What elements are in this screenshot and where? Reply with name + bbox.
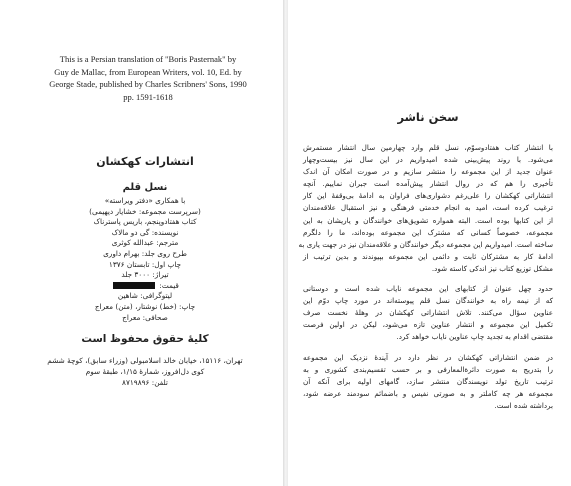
text-line: که از نیمه راه به خوانندگان نسل قلم پیوسته‌اند در مورد چاپ دوّم این [303, 296, 553, 306]
publisher-foreword [298, 110, 553, 420]
publisher-name: انتشارات کهکشان [96, 155, 194, 168]
text-line: را بتدریج به صورت دائرةالمعارفی و بر حسب تقسیم‌بندی کشوری و به [303, 364, 553, 374]
text-line: انتشاراتی کهکشان را علی‌رغم دشواری‌های فراوان به ادامهٔ بی‌وقفهٔ این کار [303, 191, 553, 201]
price-label: قیمت: [159, 280, 179, 290]
address-line: کوی دل‌افروز، شمارهٔ ۱/۱۵، طبقهٔ سوم [85, 367, 205, 377]
detail-line: با همکاری «دفتر ویراسته» [104, 196, 186, 205]
text-line: ادامهٔ کار به مشترکان ثابت و دائمی این مجموعه بپیوندند و بدین ترتیب از [303, 251, 553, 261]
right-page [288, 0, 571, 486]
text-line: عناوین سؤال می‌کنند. تلاش انتشاراتی کهکشان در وهلهٔ نخست صرف [303, 308, 553, 318]
series-title: نسل قلم [122, 182, 168, 193]
foreword-heading: سخن ناشر [397, 110, 459, 124]
detail-line: کتاب هفتادوپنجم، باریس پاسترناک [93, 217, 197, 227]
detail-line: (سرپرست مجموعه: خشایار دیهیمی) [89, 206, 201, 216]
text-line: برداشته شده است. [494, 400, 553, 410]
text-line: مجموعه، خصوصاً کسانی که مشترک این مجموعه بوده‌اند، ما را دلگرم [303, 227, 553, 237]
price-line [40, 281, 250, 292]
credit-line: Guy de Mallac, from European Writers, vol. 10, Ed. by [54, 66, 242, 77]
detail-line: تیراژ: ۳۰۰۰ جلد [121, 270, 169, 280]
credit-line: George Stade, published by Charles Scribners' Sons, 1990 [49, 79, 247, 89]
text-line: ساخته است. امیدواریم این مجموعه دیگر خوانندگان و علاقه‌مندان نیز در جهت یاری به [298, 239, 553, 249]
foreword-paragraph [303, 283, 553, 343]
phone-line: تلفن: ۸۷۱۹۸۹۶ [122, 378, 168, 388]
detail-line: چاپ: (خط) نوشتار، (متن) معراج [94, 301, 196, 311]
publication-details [40, 155, 250, 388]
text-line: می‌شود. با روند پیش‌بینی شده امیدواریم در این سال نیز بیست‌وچهار [303, 155, 553, 165]
left-page [0, 0, 285, 486]
text-line: تأخیری را هم که در روال انتشار پیش‌آمده است جبران نماییم. آنچه [303, 179, 553, 189]
text-line: ترغیب کرده است، امید به انجام خدمتی فرهنگی و نیز استقبال علاقه‌مندان [303, 203, 553, 213]
text-line: عنوان جدید از این مجموعه را منتشر سازیم و در صورت امکان آن اندک [303, 167, 553, 177]
rights-reserved: کلیهٔ حقوق محفوظ است [81, 333, 209, 346]
text-line: از این کتابها بوده است. البته همواره تشویق‌های خوانندگان و یاریشان به این [303, 215, 553, 225]
text-line: مقتضی اقدام به تجدید چاپ عناوین نایاب خواهد کرد. [396, 332, 553, 342]
text-line: تکمیل این مجموعه و انتشار عناوین تازه می‌شود، لیکن در اولین فرصت [303, 320, 553, 330]
detail-line: صحافی: معراج [122, 312, 168, 322]
detail-line: لیتوگرافی: شاهین [117, 291, 173, 301]
translation-credit [48, 53, 248, 103]
credit-line: pp. 1591-1618 [123, 91, 173, 102]
detail-line: مترجم: عبدالله کوثری [111, 238, 179, 248]
text-line: حدود چهل عنوان از کتابهای این مجموعه نایاب شده است و دوستانی [303, 284, 553, 294]
text-line: با انتشار کتاب هفتادوسوّم، نسل قلم وارد چهارمین سال انتشار مستمرش [303, 143, 553, 152]
detail-line: چاپ اول: تابستان ۱۳۷۶ [108, 259, 182, 269]
redacted-price [113, 282, 155, 289]
address-line: تهران، ۱۵۱۱۶، خیابان خالد اسلامبولی (وزراء سابق)، کوچهٔ ششم [47, 356, 243, 366]
text-line: مجموعه هر چه کاملتر و به صورتی نفیس و باضمائم سودمند عرضه شود، [303, 388, 553, 398]
text-line: ترتیب تاریخ تولد نویسندگان منتشر سازد، گامهای اولیه برای آنکه آن [303, 376, 553, 386]
text-line: مشکل توزیع کتاب نیز اندکی کاسته شود. [431, 263, 553, 273]
text-line: در ضمن انتشاراتی کهکشان در نظر دارد در آیندهٔ نزدیک این مجموعه [303, 352, 553, 362]
detail-line: نویسنده: گی دو مالاک [111, 227, 179, 237]
detail-line: طرح روی جلد: بهرام داوری [103, 248, 187, 258]
foreword-paragraph [298, 142, 553, 275]
foreword-paragraph [303, 352, 553, 412]
credit-line: This is a Persian translation of "Boris Pasternak" by [59, 54, 237, 64]
